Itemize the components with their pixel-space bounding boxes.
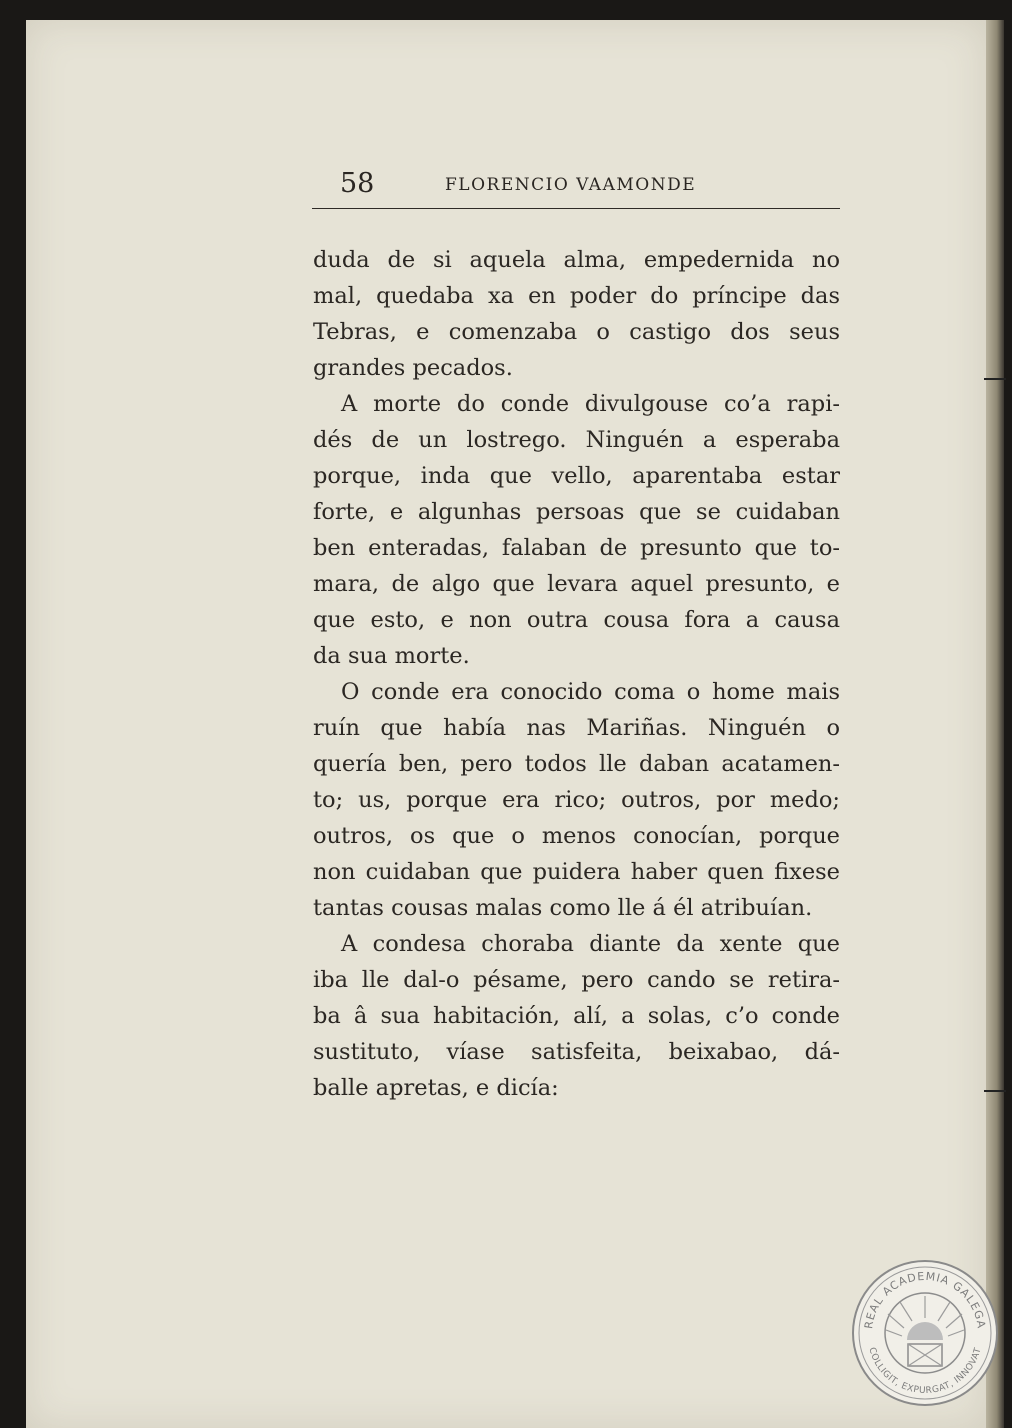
seal-text-top: REAL ACADEMIA GALEGA xyxy=(862,1269,988,1330)
text-line: tantas cousas malas como lle á él atribuían. xyxy=(313,895,813,921)
text-line: dés de un lostrego. Ninguén a esperaba xyxy=(313,427,840,453)
text-line: non cuidaban que puidera haber quen fixese xyxy=(313,859,840,885)
text-line: mal, quedaba xa en poder do príncipe das xyxy=(313,283,840,309)
margin-tick-mark xyxy=(984,1090,1006,1092)
text-line: iba lle dal-o pésame, pero cando se retira- xyxy=(313,967,840,993)
text-line: grandes pecados. xyxy=(313,355,513,381)
text-line: ben enteradas, falaban de presunto que to- xyxy=(313,535,840,561)
text-line: porque, inda que vello, aparentaba estar xyxy=(313,463,840,489)
text-line: da sua morte. xyxy=(313,643,470,669)
body-text xyxy=(313,242,840,1106)
text-line: outros, os que o menos conocían, porque xyxy=(313,823,840,849)
text-line: to; us, porque era rico; outros, por medo; xyxy=(313,787,840,813)
text-line: A condesa choraba diante da xente que xyxy=(341,931,840,957)
text-line: mara, de algo que levara aquel presunto, e xyxy=(313,571,840,597)
text-line: ruín que había nas Mariñas. Ninguén o xyxy=(313,715,840,741)
text-line: Tebras, e comenzaba o castigo dos seus xyxy=(313,319,840,345)
text-line: forte, e algunhas persoas que se cuidaban xyxy=(313,499,840,525)
text-line: ba â sua habitación, alí, a solas, c’o conde xyxy=(313,1003,840,1029)
text-line: quería ben, pero todos lle daban acatamen- xyxy=(313,751,840,777)
page-number: 58 xyxy=(340,168,375,199)
academy-seal-stamp xyxy=(850,1258,1000,1408)
seal-text-bottom: COLLIGIT, EXPURGAT, INNOVAT xyxy=(866,1346,984,1397)
running-head xyxy=(312,168,840,209)
text-line: A morte do conde divulgouse co’a rapi- xyxy=(341,391,840,417)
text-line: que esto, e non outra cousa fora a causa xyxy=(313,607,840,633)
text-line: duda de si aquela alma, empedernida no xyxy=(313,247,840,273)
page-edge xyxy=(986,20,1004,1428)
text-line: balle apretas, e dicía: xyxy=(313,1075,559,1101)
text-line: O conde era conocido coma o home mais xyxy=(341,679,840,705)
margin-tick-mark xyxy=(984,378,1006,380)
text-line: sustituto, víase satisfeita, beixabao, dá- xyxy=(313,1039,840,1065)
running-head-author: FLORENCIO VAAMONDE xyxy=(445,175,697,195)
